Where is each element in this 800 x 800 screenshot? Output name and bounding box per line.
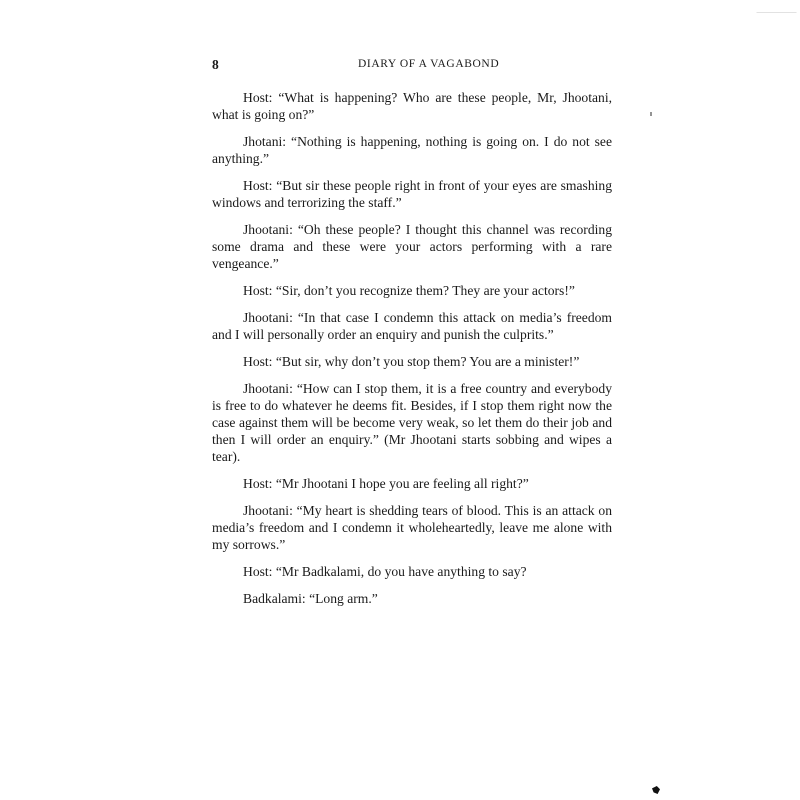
paragraph: Jhootani: “In that case I condemn this attack on media’s freedom and I will personally order an enquiry and punish the culprits.” [212,310,612,342]
scan-artifact [756,0,800,13]
paragraph: Badkalami: “Long arm.” [243,591,378,606]
paragraph: Host: “Mr Jhootani I hope you are feeling all right?” [243,476,529,491]
paragraph: Host: “Mr Badkalami, do you have anything to say? [243,564,527,579]
paragraph: Jhotani: “Nothing is happening, nothing is going on. I do not see anything.” [212,134,612,166]
paragraph: Jhootani: “How can I stop them, it is a free country and everybody is free to do whatever he deems fit. Besides, if I stop them right now the case against them will be become very weak, so let them do their job and then I will order an enquiry.” (Mr Jhootani starts sobbing and wipes a tear). [212,381,612,464]
page-number: 8 [212,57,219,72]
paragraph: Host: “What is happening? Who are these people, Mr, Jhootani, what is going on?” [212,90,612,122]
paragraph: Host: “Sir, don’t you recognize them? They are your actors!” [243,283,575,298]
scan-speck [650,112,652,116]
paragraph: Host: “But sir, why don’t you stop them? You are a minister!” [243,354,580,369]
paragraph: Host: “But sir these people right in front of your eyes are smashing windows and terrorizing the staff.” [212,178,612,210]
paragraph: Jhootani: “My heart is shedding tears of blood. This is an attack on media’s freedom and I condemn it wholeheartedly, leave me alone with my sorrows.” [212,503,612,552]
page-header [212,57,612,77]
scan-artifact [652,786,660,794]
page-body [212,89,612,617]
running-head: DIARY OF A VAGABOND [358,58,500,70]
paragraph: Jhootani: “Oh these people? I thought this channel was recording some drama and these were your actors performing with a rare vengeance.” [212,222,612,271]
